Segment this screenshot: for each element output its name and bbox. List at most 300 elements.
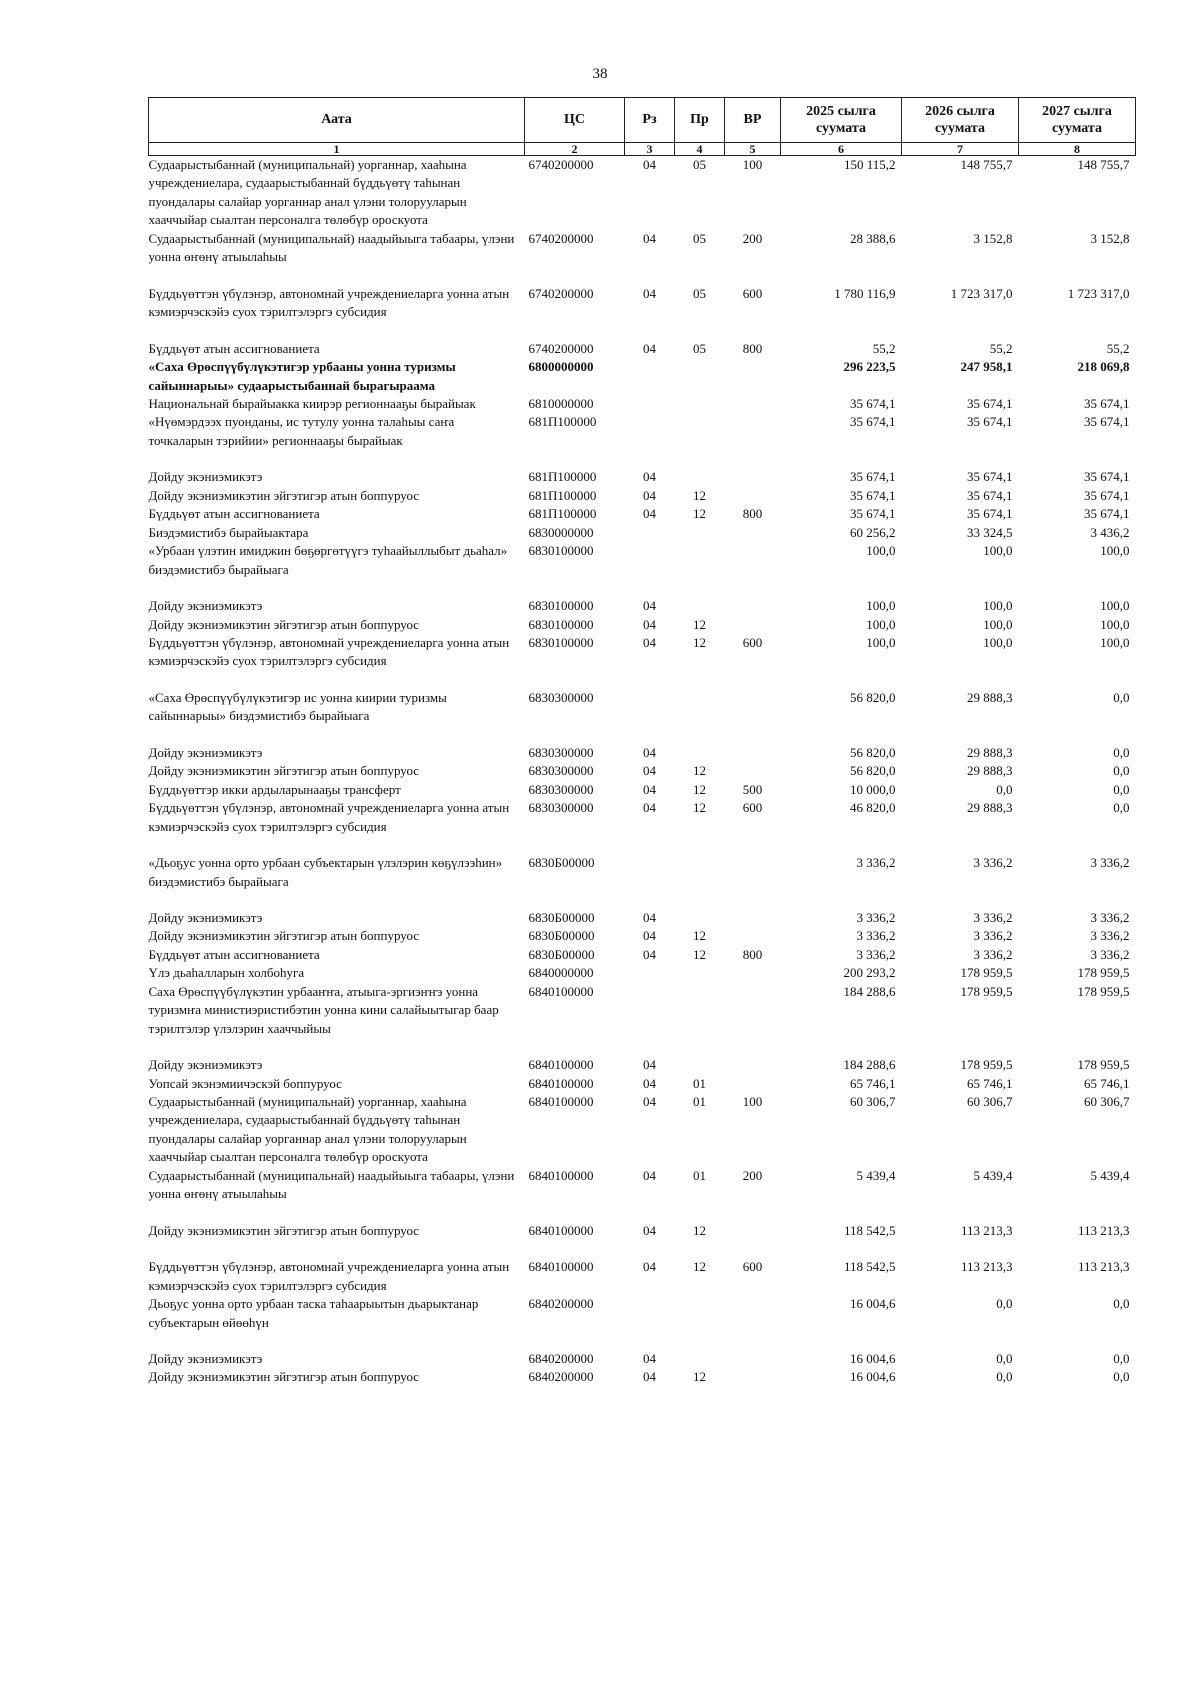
row-2027: 218 069,8	[1077, 359, 1130, 375]
row-rz	[625, 964, 675, 982]
table-row	[149, 634, 1136, 689]
row-cs: 6830000000	[528, 524, 594, 540]
header-rz: Рз	[625, 98, 675, 143]
row-2025: 46 820,0	[850, 800, 896, 816]
row-cs: 6840100000	[528, 1222, 594, 1238]
row-vr	[725, 616, 781, 634]
row-2025: 184 288,6	[843, 983, 896, 999]
row-2025: 100,0	[866, 634, 896, 650]
row-rz: 04	[643, 487, 656, 503]
row-2026: 100,0	[983, 634, 1013, 650]
row-2025: 28 388,6	[850, 230, 896, 246]
row-cs: 6740200000	[528, 157, 594, 172]
row-cs: 6840100000	[528, 1259, 594, 1275]
row-2025: 3 336,2	[856, 855, 896, 871]
row-2025: 100,0	[866, 616, 896, 632]
row-vr	[725, 1222, 781, 1258]
row-vr	[725, 487, 781, 505]
header-number: 8	[1019, 143, 1136, 156]
row-2026: 113 213,3	[960, 1222, 1013, 1238]
row-vr: 800	[742, 946, 763, 962]
row-2025: 118 542,5	[843, 1259, 896, 1275]
row-2027: 100,0	[1100, 543, 1130, 559]
row-cs: 6810000000	[528, 395, 594, 411]
row-name: Үлэ дьаһалларын холбоһуга	[148, 965, 305, 981]
row-2026: 0,0	[996, 1351, 1013, 1367]
row-2026: 35 674,1	[967, 469, 1013, 485]
row-vr	[725, 1368, 781, 1386]
row-vr	[725, 927, 781, 945]
row-rz: 04	[643, 744, 656, 760]
table-row	[149, 487, 1136, 505]
row-2026: 35 674,1	[967, 395, 1013, 411]
row-rz: 04	[643, 230, 656, 246]
table-row	[149, 909, 1136, 927]
row-cs: 6840100000	[528, 1094, 594, 1110]
row-name: Бүддьүөттэн үбүлэнэр, автономнай учреждениеларга уонна атын кэмиэрчэскэйэ суох тэрилтэлэргэ субсидия	[148, 634, 510, 669]
row-cs: 6830Б00000	[528, 946, 595, 962]
row-cs: 6840100000	[528, 983, 594, 999]
row-2026: 100,0	[983, 543, 1013, 559]
table-row	[149, 597, 1136, 615]
header-number: 6	[781, 143, 902, 156]
row-pr	[675, 909, 725, 927]
row-2027: 178 959,5	[1077, 1057, 1130, 1073]
row-vr	[725, 524, 781, 542]
row-rz: 04	[643, 469, 656, 485]
row-name: Биэдэмистибэ бырайыактара	[148, 524, 309, 540]
row-2027: 3 152,8	[1090, 230, 1130, 246]
row-rz: 04	[643, 1369, 656, 1385]
table-row	[149, 358, 1136, 395]
row-2025: 1 780 116,9	[834, 285, 896, 301]
row-vr	[725, 964, 781, 982]
row-2025: 60 306,7	[850, 1094, 896, 1110]
table-row	[149, 1075, 1136, 1093]
row-2026: 178 959,5	[960, 965, 1013, 981]
row-pr	[675, 597, 725, 615]
row-vr: 800	[742, 506, 763, 522]
row-2025: 60 256,2	[850, 524, 896, 540]
row-vr	[725, 1075, 781, 1093]
header-vr: ВР	[725, 98, 781, 143]
row-2027: 0,0	[1113, 1296, 1130, 1312]
table-row	[149, 854, 1136, 909]
row-pr	[675, 468, 725, 486]
row-name: Уопсай экэнэмиичэскэй боппуруос	[148, 1075, 342, 1091]
row-2027: 0,0	[1113, 689, 1130, 705]
row-2027: 35 674,1	[1084, 414, 1130, 430]
table-row	[149, 156, 1136, 230]
row-rz: 04	[643, 634, 656, 650]
row-rz: 04	[643, 800, 656, 816]
row-pr: 12	[693, 1369, 706, 1385]
row-pr: 01	[693, 1167, 706, 1183]
row-cs: 6840100000	[528, 1167, 594, 1183]
table-row	[149, 946, 1136, 964]
row-2027: 3 336,2	[1090, 855, 1130, 871]
row-pr	[675, 689, 725, 744]
row-2025: 3 336,2	[856, 909, 896, 925]
row-name: Дойду экэниэмикэтэ	[148, 598, 263, 614]
table-row	[149, 285, 1136, 340]
row-cs: 6830300000	[528, 781, 594, 797]
row-rz: 04	[643, 1057, 656, 1073]
row-2026: 0,0	[996, 1369, 1013, 1385]
row-2025: 56 820,0	[850, 763, 896, 779]
row-pr	[675, 1056, 725, 1074]
row-name: Судаарыстыбаннай (муниципальнай) уорганнар, хааһына учреждениелара, судаарыстыбаннай бүддьүөтү таһынан пуондалары салайар уорганнар анал үлэни толорууларын хааччыйар сыалтан персоналга төлөбүр ороскуота	[148, 157, 467, 228]
row-name: Бүддьүөт атын ассигнованиета	[148, 946, 320, 962]
row-rz	[625, 854, 675, 909]
row-pr: 01	[693, 1075, 706, 1091]
row-2027: 60 306,7	[1084, 1094, 1130, 1110]
row-2025: 296 223,5	[843, 359, 896, 375]
table-row	[149, 983, 1136, 1056]
table-row	[149, 1222, 1136, 1258]
row-vr	[725, 744, 781, 762]
row-cs: 681П100000	[528, 506, 597, 522]
table-row	[149, 616, 1136, 634]
row-pr: 12	[693, 1222, 706, 1238]
table-row	[149, 1295, 1136, 1350]
row-2026: 178 959,5	[960, 983, 1013, 999]
row-2025: 35 674,1	[850, 487, 896, 503]
row-2027: 3 336,2	[1090, 909, 1130, 925]
row-pr	[675, 1350, 725, 1368]
row-2025: 100,0	[866, 598, 896, 614]
table-row	[149, 468, 1136, 486]
row-pr	[675, 413, 725, 468]
header-name: Аата	[149, 98, 525, 143]
header-number: 3	[625, 143, 675, 156]
table-row	[149, 413, 1136, 468]
row-name: Дойду экэниэмикэтэ	[148, 1057, 263, 1073]
row-pr: 05	[693, 230, 706, 246]
row-pr	[675, 744, 725, 762]
row-vr	[725, 1056, 781, 1074]
header-row	[149, 98, 1136, 143]
row-2026: 5 439,4	[973, 1167, 1013, 1183]
row-vr: 200	[742, 230, 763, 246]
row-pr: 05	[693, 157, 706, 172]
row-vr	[725, 762, 781, 780]
row-cs: 6740200000	[528, 340, 594, 356]
row-2026: 33 324,5	[967, 524, 1013, 540]
table-row	[149, 505, 1136, 523]
row-2025: 3 336,2	[856, 928, 896, 944]
row-rz: 04	[643, 909, 656, 925]
row-2026: 3 336,2	[973, 855, 1013, 871]
row-2025: 55,2	[872, 340, 896, 356]
row-2026: 100,0	[983, 598, 1013, 614]
row-rz	[625, 1295, 675, 1350]
row-2026: 55,2	[989, 340, 1013, 356]
row-rz: 04	[643, 1075, 656, 1091]
table-header	[149, 98, 1136, 156]
row-rz: 04	[643, 781, 656, 797]
row-pr: 01	[693, 1094, 706, 1110]
budget-table	[148, 97, 1136, 1387]
row-name: Дойду экэниэмикэтин эйгэтигэр атын боппуруос	[148, 616, 420, 632]
row-cs: 6830300000	[528, 800, 594, 816]
row-cs: 6830300000	[528, 763, 594, 779]
row-pr: 12	[693, 506, 706, 522]
row-2025: 56 820,0	[850, 744, 896, 760]
row-2027: 100,0	[1100, 598, 1130, 614]
row-name: Бүддьүөттэн үбүлэнэр, автономнай учреждениеларга уонна атын кэмиэрчэскэйэ суох тэрилтэлэргэ субсидия	[148, 1259, 510, 1293]
row-2027: 35 674,1	[1084, 487, 1130, 503]
row-pr	[675, 395, 725, 413]
row-2027: 1 723 317,0	[1067, 285, 1130, 301]
row-rz: 04	[643, 763, 656, 779]
row-rz: 04	[643, 340, 656, 356]
row-name: «Саха Өрөспүүбүлүкэтигэр ис уонна киирии туризмы сайыннарыы» биэдэмистибэ бырайыага	[148, 689, 447, 724]
row-2027: 178 959,5	[1077, 965, 1130, 981]
header-number-row	[149, 143, 1136, 156]
row-2025: 16 004,6	[850, 1369, 896, 1385]
row-rz: 04	[643, 506, 656, 522]
row-cs: 6840200000	[528, 1369, 594, 1385]
header-number: 7	[902, 143, 1019, 156]
row-rz: 04	[643, 1094, 656, 1110]
row-name: Дойду экэниэмикэтин эйгэтигэр атын боппуруос	[148, 763, 420, 779]
row-name: Бүддьүөттэн үбүлэнэр, автономнай учреждениеларга уонна атын кэмиэрчэскэйэ суох тэрилтэлэргэ субсидия	[148, 800, 510, 834]
row-2026: 3 336,2	[973, 909, 1013, 925]
row-name: Дойду экэниэмикэтин эйгэтигэр атын боппуруос	[148, 1369, 420, 1385]
row-pr	[675, 983, 725, 1056]
row-2025: 184 288,6	[843, 1057, 896, 1073]
row-cs: 6830100000	[528, 616, 594, 632]
row-2027: 178 959,5	[1077, 983, 1130, 999]
row-rz	[625, 358, 675, 395]
row-2025: 35 674,1	[850, 469, 896, 485]
table-row	[149, 744, 1136, 762]
row-name: Бүддьүөт атын ассигнованиета	[148, 506, 320, 522]
row-2026: 0,0	[996, 781, 1013, 797]
row-rz: 04	[643, 157, 656, 172]
row-cs: 6830300000	[528, 689, 594, 705]
row-2027: 0,0	[1113, 763, 1130, 779]
row-2025: 35 674,1	[850, 506, 896, 522]
row-2027: 100,0	[1100, 616, 1130, 632]
row-vr: 100	[742, 1094, 763, 1110]
table-row	[149, 340, 1136, 358]
page-number: 38	[592, 66, 608, 82]
row-pr: 12	[693, 616, 706, 632]
row-pr: 05	[693, 340, 706, 356]
row-2026: 35 674,1	[967, 487, 1013, 503]
table-row	[149, 1350, 1136, 1368]
table-row	[149, 689, 1136, 744]
row-2025: 118 542,5	[843, 1222, 896, 1238]
table-row	[149, 781, 1136, 799]
row-cs: 6840000000	[528, 965, 594, 981]
header-number: 4	[675, 143, 725, 156]
row-2025: 56 820,0	[850, 689, 896, 705]
row-name: Бүддьүөт атын ассигнованиета	[148, 340, 320, 356]
row-2027: 0,0	[1113, 1351, 1130, 1367]
row-name: Дойду экэниэмикэтэ	[148, 909, 263, 925]
row-pr	[675, 964, 725, 982]
row-rz: 04	[643, 285, 656, 301]
row-rz: 04	[643, 928, 656, 944]
row-2026: 1 723 317,0	[950, 285, 1013, 301]
row-rz	[625, 983, 675, 1056]
row-2027: 0,0	[1113, 800, 1130, 816]
row-cs: 681П100000	[528, 487, 597, 503]
row-rz: 04	[643, 1259, 656, 1275]
row-cs: 6830100000	[528, 598, 594, 614]
row-cs: 6830300000	[528, 744, 594, 760]
row-pr: 12	[693, 781, 706, 797]
header-pr: Пр	[675, 98, 725, 143]
row-pr	[675, 1295, 725, 1350]
row-rz: 04	[643, 946, 656, 962]
row-2026: 29 888,3	[967, 763, 1013, 779]
row-name: Саха Өрөспүүбүлүкэтин урбааҥҥа, атыыга-эргиэҥҥэ уонна туризмҥа министиэристибэтин уонна кини салайыытыгар баар тэрилтэлэр үлэлэрин хааччыйыы	[148, 983, 499, 1036]
row-cs: 6830Б00000	[528, 855, 595, 871]
row-2027: 5 439,4	[1090, 1167, 1130, 1183]
table-row	[149, 1056, 1136, 1074]
table-row	[149, 1258, 1136, 1295]
table-row	[149, 230, 1136, 285]
row-name: «Нүөмэрдээх пуонданы, ис тутулу уонна талаһыы саҥа точкаларын тэрийии» регионнааҕы бырайыак	[148, 414, 455, 448]
table-row	[149, 1093, 1136, 1167]
row-pr: 12	[693, 487, 706, 503]
row-vr: 600	[742, 1259, 763, 1275]
row-2025: 3 336,2	[856, 946, 896, 962]
row-vr	[725, 689, 781, 744]
row-rz: 04	[643, 1167, 656, 1183]
row-2025: 150 115,2	[843, 157, 896, 172]
row-vr	[725, 413, 781, 468]
row-cs: 6830100000	[528, 543, 594, 559]
row-2025: 35 674,1	[850, 414, 896, 430]
row-2026: 148 755,7	[960, 157, 1013, 172]
header-number: 1	[149, 143, 525, 156]
table-row	[149, 395, 1136, 413]
row-cs: 6840200000	[528, 1296, 594, 1312]
row-2027: 113 213,3	[1077, 1222, 1130, 1238]
row-2025: 16 004,6	[850, 1351, 896, 1367]
row-pr: 12	[693, 800, 706, 816]
row-cs: 6740200000	[528, 285, 594, 301]
row-2026: 178 959,5	[960, 1057, 1013, 1073]
row-2025: 10 000,0	[850, 781, 896, 797]
row-vr: 600	[742, 800, 763, 816]
row-name: Дьоҕус уонна орто урбаан таска таһаарыытын дьарыктанар субъектарын өйөөһүн	[148, 1296, 479, 1330]
row-2026: 100,0	[983, 616, 1013, 632]
row-2025: 5 439,4	[856, 1167, 896, 1183]
row-2026: 3 336,2	[973, 928, 1013, 944]
row-pr	[675, 358, 725, 395]
row-cs: 6830Б00000	[528, 928, 595, 944]
row-pr	[675, 524, 725, 542]
row-name: Бүддьүөттэн үбүлэнэр, автономнай учреждениеларга уонна атын кэмиэрчэскэйэ суох тэрилтэлэргэ субсидия	[148, 285, 510, 320]
row-2027: 0,0	[1113, 744, 1130, 760]
row-name: Судаарыстыбаннай (муниципальнай) уорганнар, хааһына учреждениелара, судаарыстыбаннай бүддьүөтү таһынан пуондалары салайар уорганнар анал үлэни толорууларын хааччыйар сыалтан персоналга төлөбүр ороскуота	[148, 1094, 467, 1165]
row-vr: 200	[742, 1167, 763, 1183]
row-2027: 35 674,1	[1084, 469, 1130, 485]
row-vr	[725, 909, 781, 927]
row-pr	[675, 854, 725, 909]
row-name: Дойду экэниэмикэтэ	[148, 469, 263, 485]
row-vr	[725, 395, 781, 413]
row-vr	[725, 1350, 781, 1368]
row-pr: 12	[693, 946, 706, 962]
row-vr: 600	[742, 285, 763, 301]
row-vr	[725, 1295, 781, 1350]
header-2026: 2026 сылга суумата	[902, 98, 1019, 143]
row-2027: 113 213,3	[1077, 1259, 1130, 1275]
row-vr	[725, 358, 781, 395]
row-name: «Дьоҕус уонна орто урбаан субъектарын үлэлэрин көҕүлээһин» биэдэмистибэ бырайыага	[148, 855, 503, 889]
table-row	[149, 762, 1136, 780]
row-vr	[725, 854, 781, 909]
row-pr	[675, 542, 725, 597]
row-name: Бүддьүөттэр икки ардыларынааҕы трансферт	[148, 781, 401, 797]
row-2026: 35 674,1	[967, 414, 1013, 430]
row-2027: 3 436,2	[1090, 524, 1130, 540]
row-2026: 247 958,1	[960, 359, 1013, 375]
row-cs: 681П100000	[528, 414, 597, 430]
header-number: 5	[725, 143, 781, 156]
row-2026: 35 674,1	[967, 506, 1013, 522]
row-cs: 6840200000	[528, 1351, 594, 1367]
row-2026: 60 306,7	[967, 1094, 1013, 1110]
row-vr	[725, 597, 781, 615]
table-row	[149, 1368, 1136, 1386]
row-rz	[625, 413, 675, 468]
row-rz	[625, 689, 675, 744]
row-cs: 6740200000	[528, 230, 594, 246]
row-2027: 0,0	[1113, 781, 1130, 797]
row-2026: 29 888,3	[967, 800, 1013, 816]
row-pr: 12	[693, 763, 706, 779]
row-cs: 6840100000	[528, 1075, 594, 1091]
row-cs: 6830Б00000	[528, 909, 595, 925]
row-rz	[625, 542, 675, 597]
row-pr: 12	[693, 1259, 706, 1275]
row-2027: 100,0	[1100, 634, 1130, 650]
row-cs: 681П100000	[528, 469, 597, 485]
row-2027: 65 746,1	[1084, 1075, 1130, 1091]
table-body	[149, 156, 1136, 1387]
row-2027: 35 674,1	[1084, 506, 1130, 522]
row-vr	[725, 983, 781, 1056]
row-name: Дойду экэниэмикэтин эйгэтигэр атын боппуруос	[148, 1222, 420, 1238]
row-2026: 3 152,8	[973, 230, 1013, 246]
row-2025: 65 746,1	[850, 1075, 896, 1091]
row-pr: 12	[693, 634, 706, 650]
row-2025: 200 293,2	[843, 965, 896, 981]
row-2025: 35 674,1	[850, 395, 896, 411]
row-rz	[625, 524, 675, 542]
row-cs: 6800000000	[528, 359, 594, 375]
row-pr: 05	[693, 285, 706, 301]
row-name: «Саха Өрөспүүбүлүкэтигэр урбааны уонна туризмы сайыннарыы» судаарыстыбаннай бырагыраама	[148, 359, 456, 393]
row-name: Судаарыстыбаннай (муниципальнай) наадыйыыга табаары, үлэни уонна өҥөнү атыылаһыы	[148, 230, 515, 265]
table-row	[149, 542, 1136, 597]
row-rz	[625, 395, 675, 413]
row-name: Дойду экэниэмикэтэ	[148, 744, 263, 760]
table-row	[149, 799, 1136, 854]
row-name: Национальнай бырайыакка киирэр регионнааҕы бырайыак	[148, 395, 476, 411]
row-pr: 12	[693, 928, 706, 944]
table-row	[149, 524, 1136, 542]
row-name: Дойду экэниэмикэтин эйгэтигэр атын боппуруос	[148, 928, 420, 944]
